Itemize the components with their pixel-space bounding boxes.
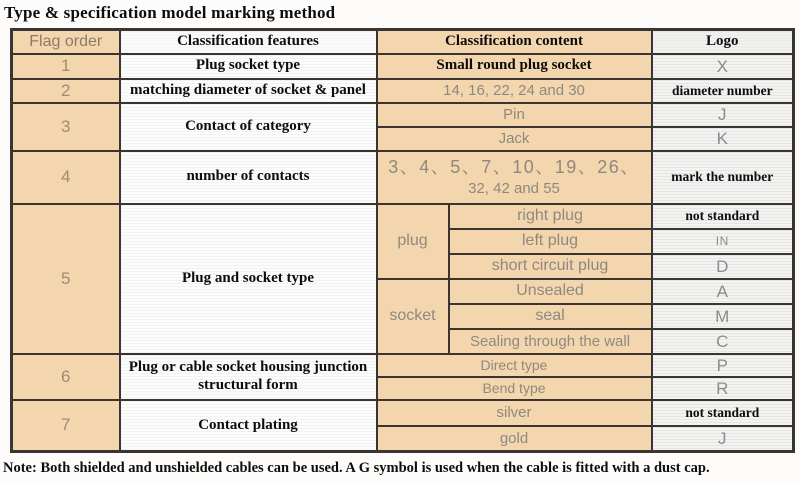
features-cell: Contact of category [120, 103, 377, 151]
flag-cell: 4 [12, 151, 120, 204]
logo-cell: C [652, 329, 794, 354]
flag-cell: 1 [12, 54, 120, 79]
page-title: Type & specification model marking method [4, 3, 336, 22]
content-cell: Jack [377, 127, 652, 151]
content-cell: short circuit plug [449, 254, 652, 279]
logo-cell: IN [652, 229, 794, 254]
logo-cell: J [652, 103, 794, 127]
group-label-cell-plug: plug [377, 204, 449, 279]
content-cell: Sealing through the wall [449, 329, 652, 354]
table-header-row [12, 30, 794, 54]
content-cell: 14, 16, 22, 24 and 30 [377, 79, 652, 103]
logo-cell: P [652, 354, 794, 377]
logo-cell: R [652, 377, 794, 400]
content-cell: Direct type [377, 354, 652, 377]
logo-cell: not standard [652, 400, 794, 426]
content-cell: seal [449, 304, 652, 329]
header-cell-logo: Logo [652, 30, 794, 54]
table-row [12, 151, 794, 204]
table-row [12, 103, 794, 127]
table-row [12, 54, 794, 79]
logo-cell: M [652, 304, 794, 329]
features-cell: Plug socket type [120, 54, 377, 79]
table-row [12, 204, 794, 229]
header-cell-classification-features: Classification features [120, 30, 377, 54]
logo-cell: mark the number [652, 151, 794, 204]
features-cell: number of contacts [120, 151, 377, 204]
content-cell: silver [377, 400, 652, 426]
content-cell: right plug [449, 204, 652, 229]
contact-numbers-line2: 32, 42 and 55 [468, 179, 560, 197]
contact-numbers-line1: 3、4、5、7、10、19、26、 [388, 157, 640, 178]
flag-cell: 6 [12, 354, 120, 400]
content-cell: Small round plug socket [377, 54, 652, 79]
flag-cell: 2 [12, 79, 120, 103]
content-cell: Bend type [377, 377, 652, 400]
logo-cell: A [652, 279, 794, 304]
spec-table [10, 28, 795, 453]
features-cell: Contact plating [120, 400, 377, 452]
flag-cell: 5 [12, 204, 120, 354]
features-cell: Plug or cable socket housing junction structural form [120, 354, 377, 400]
logo-cell: K [652, 127, 794, 151]
table-row [12, 354, 794, 377]
content-cell: Pin [377, 103, 652, 127]
features-cell: Plug and socket type [120, 204, 377, 354]
features-cell: matching diameter of socket & panel [120, 79, 377, 103]
logo-cell: diameter number [652, 79, 794, 103]
document-page [0, 3, 800, 483]
content-cell: left plug [449, 229, 652, 254]
logo-cell: J [652, 426, 794, 452]
table-row [12, 400, 794, 426]
content-cell: gold [377, 426, 652, 452]
content-cell [377, 151, 652, 204]
logo-cell: X [652, 54, 794, 79]
content-cell: Unsealed [449, 279, 652, 304]
flag-cell: 3 [12, 103, 120, 151]
flag-cell: 7 [12, 400, 120, 452]
header-cell-flag-order: Flag order [12, 30, 120, 54]
header-cell-classification-content: Classification content [377, 30, 652, 54]
footnote: Note: Both shielded and unshielded cables can be used. A G symbol is used when the cable is fitted with a dust cap. [3, 460, 710, 476]
group-label-cell-socket: socket [377, 279, 449, 354]
table-row [12, 79, 794, 103]
logo-cell: not standard [652, 204, 794, 229]
logo-cell: D [652, 254, 794, 279]
